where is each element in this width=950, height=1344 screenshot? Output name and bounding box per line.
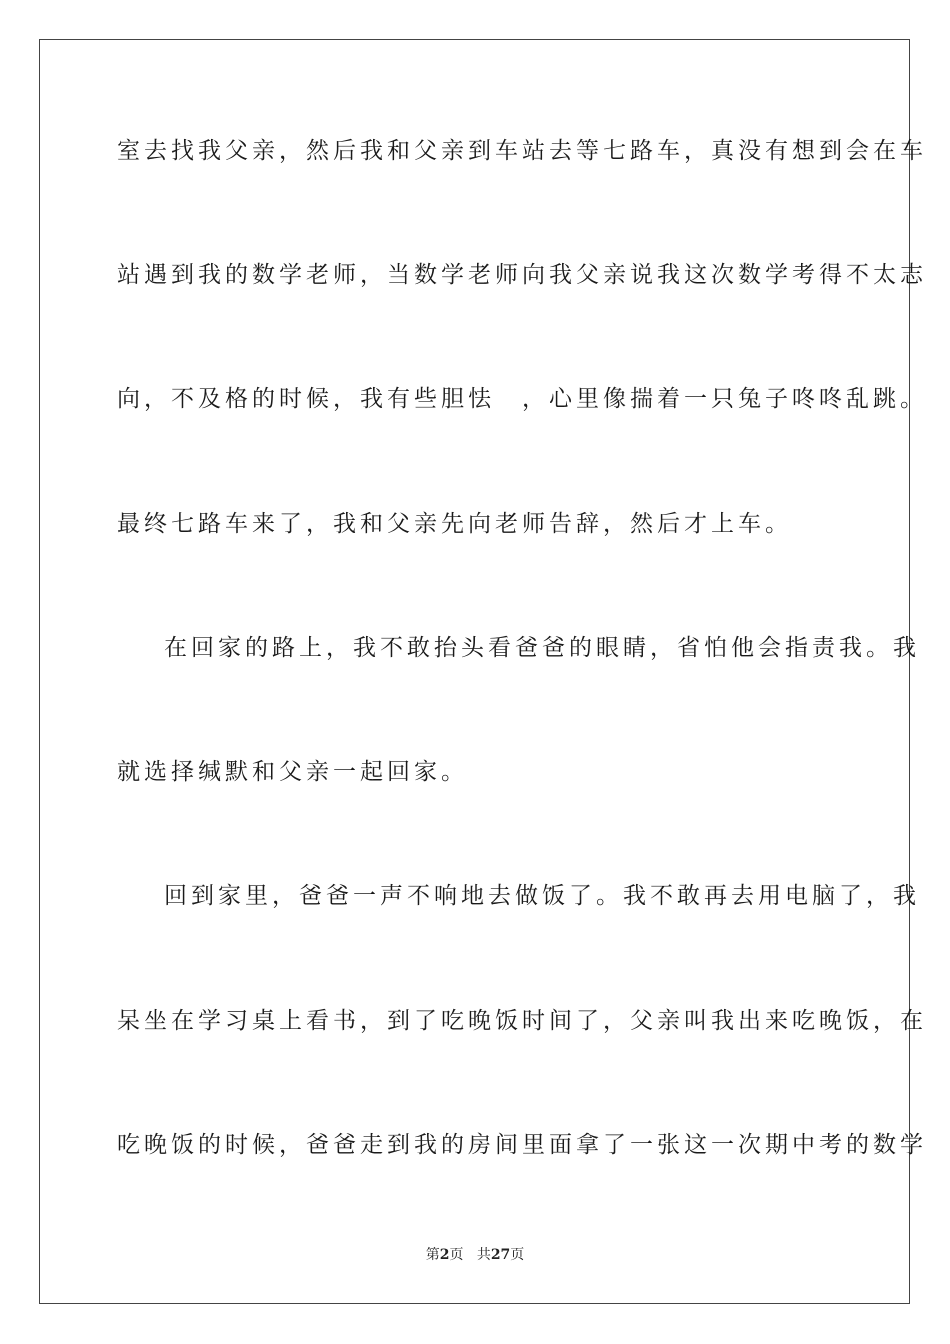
text-line-4: 最终七路车来了，我和父亲先向老师告辞，然后才上车。 [117,511,792,537]
page-number: 2 [439,1247,450,1263]
text-line-3: 向，不及格的时候，我有些胆怯 ，心里像揣着一只兔子咚咚乱跳。 [117,386,927,412]
text-line-6: 就选择缄默和父亲一起回家。 [117,759,468,785]
text-line-2: 站遇到我的数学老师，当数学老师向我父亲说我这次数学考得不太志 [117,262,927,288]
total-pages: 27 [490,1247,511,1263]
text-line-7: 回到家里，爸爸一声不响地去做饭了。我不敢再去用电脑了，我 [164,883,920,909]
text-line-1: 室去找我父亲，然后我和父亲到车站去等七路车，真没有想到会在车 [117,138,927,164]
page-suffix: 页 [449,1247,464,1263]
page-border [39,39,927,1304]
page-prefix: 第 [425,1247,440,1263]
text-line-8: 呆坐在学习桌上看书，到了吃晚饭时间了，父亲叫我出来吃晚饭，在 [117,1008,927,1034]
total-suffix: 页 [510,1247,525,1263]
text-line-5: 在回家的路上，我不敢抬头看爸爸的眼睛，省怕他会指责我。我 [164,635,920,661]
total-prefix: 共 [476,1247,491,1263]
page-footer [0,1246,950,1264]
text-line-9: 吃晚饭的时候，爸爸走到我的房间里面拿了一张这一次期中考的数学 [117,1132,927,1158]
